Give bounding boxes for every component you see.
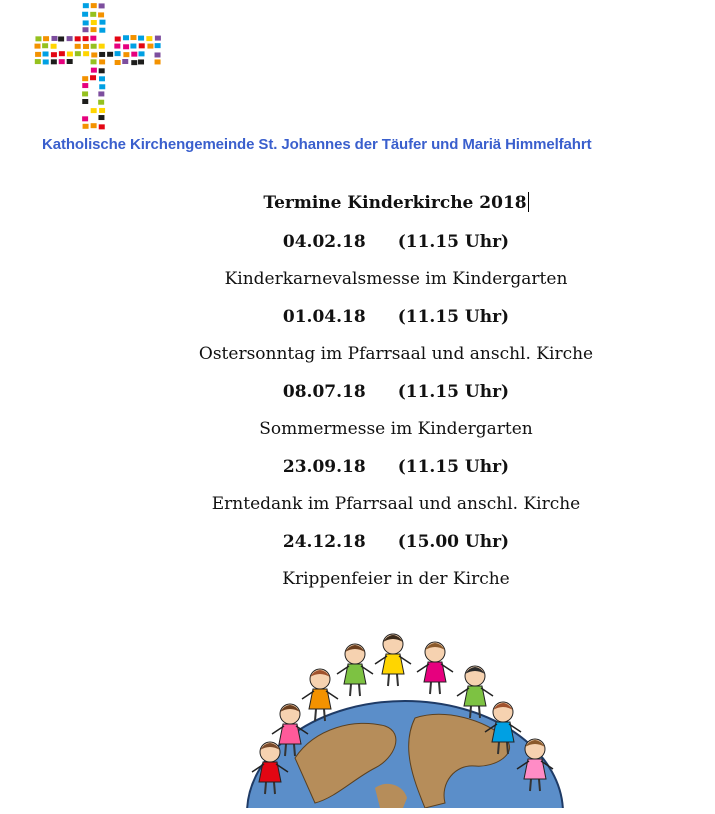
mosaic-tile <box>59 59 65 64</box>
mosaic-tile <box>130 44 136 49</box>
mosaic-tile <box>51 44 57 49</box>
mosaic-tile <box>42 43 48 48</box>
mosaic-tile <box>91 27 97 32</box>
mosaic-tile <box>99 84 105 89</box>
mosaic-tile <box>115 36 121 41</box>
event-date: 08.07.18 <box>282 382 366 402</box>
mosaic-tile <box>131 52 137 57</box>
mosaic-tile <box>123 44 129 49</box>
mosaic-tile <box>155 43 161 48</box>
mosaic-tile <box>122 59 128 64</box>
mosaic-tile <box>51 59 57 64</box>
mosaic-tile <box>155 52 161 57</box>
mosaic-tile <box>91 52 97 57</box>
mosaic-tile <box>83 3 89 8</box>
event-date: 04.02.18 <box>282 232 366 252</box>
text-cursor <box>528 192 529 212</box>
event-time: (15.00 Uhr) <box>397 532 510 552</box>
mosaic-tile <box>91 123 97 128</box>
mosaic-tile <box>51 52 57 57</box>
mosaic-tile <box>82 27 88 32</box>
mosaic-tile <box>90 12 96 17</box>
mosaic-tile <box>35 59 41 64</box>
event-date-line <box>130 374 662 410</box>
mosaic-tile <box>35 52 41 57</box>
mosaic-tile <box>43 36 49 41</box>
parish-name: Katholische Kirchengemeinde St. Johannes der Täufer und Mariä Himmelfahrt <box>42 136 592 153</box>
mosaic-tile <box>131 60 137 65</box>
mosaic-tile <box>90 36 96 41</box>
mosaic-tile <box>99 59 105 64</box>
mosaic-tile <box>99 124 105 129</box>
mosaic-tile <box>67 52 73 57</box>
event-time: (11.15 Uhr) <box>397 307 510 327</box>
schedule-document <box>130 188 662 599</box>
mosaic-tile <box>59 51 65 56</box>
mosaic-tile <box>91 3 97 8</box>
event-date-line <box>130 524 662 560</box>
mosaic-tile <box>138 36 144 41</box>
mosaic-tile <box>67 59 73 64</box>
mosaic-tile <box>83 51 89 56</box>
mosaic-tile <box>138 59 144 64</box>
mosaic-tile <box>91 59 97 64</box>
mosaic-tile <box>83 44 89 49</box>
mosaic-tile <box>146 36 152 41</box>
mosaic-tile <box>107 52 113 57</box>
mosaic-tile <box>91 20 97 25</box>
event-date: 24.12.18 <box>282 532 366 552</box>
mosaic-tile <box>75 36 81 41</box>
mosaic-tile <box>114 44 120 49</box>
mosaic-tile <box>90 75 96 80</box>
mosaic-tile <box>98 100 104 105</box>
event-description: Kinderkarnevalsmesse im Kindergarten <box>224 269 568 289</box>
mosaic-tile <box>139 51 145 56</box>
event-date: 01.04.18 <box>282 307 366 327</box>
mosaic-tile <box>99 44 105 49</box>
event-date-line <box>130 299 662 335</box>
mosaic-tile <box>82 76 88 81</box>
mosaic-tile <box>99 108 105 113</box>
mosaic-tile <box>58 36 64 41</box>
mosaic-tile <box>82 116 88 121</box>
event-entry <box>130 224 662 299</box>
event-time: (11.15 Uhr) <box>397 232 510 252</box>
mosaic-tile <box>155 36 161 41</box>
mosaic-tile <box>83 36 89 41</box>
event-description: Krippenfeier in der Kirche <box>282 569 510 589</box>
event-date-line <box>130 224 662 260</box>
mosaic-tile <box>139 43 145 48</box>
mosaic-tile <box>91 44 97 49</box>
event-entry <box>130 524 662 599</box>
mosaic-tile <box>155 59 161 64</box>
mosaic-tile <box>99 68 105 73</box>
mosaic-tile <box>91 108 97 113</box>
mosaic-tile <box>35 36 41 41</box>
children-around-globe-illustration <box>235 608 575 808</box>
mosaic-tile <box>98 12 104 17</box>
child-figure <box>417 642 453 694</box>
mosaic-tile <box>99 76 105 81</box>
event-entry <box>130 374 662 449</box>
mosaic-tile <box>43 59 49 64</box>
mosaic-cross-logo <box>33 2 161 134</box>
mosaic-tile <box>115 51 121 56</box>
event-time: (11.15 Uhr) <box>397 457 510 477</box>
mosaic-tile <box>98 115 104 120</box>
mosaic-tile <box>83 124 89 129</box>
mosaic-tile <box>83 20 89 25</box>
mosaic-tile <box>123 35 129 40</box>
mosaic-tile <box>99 3 105 8</box>
event-entry <box>130 449 662 524</box>
mosaic-tile <box>99 20 105 25</box>
mosaic-tile <box>75 44 81 49</box>
mosaic-tile <box>147 44 153 49</box>
mosaic-tile <box>99 52 105 57</box>
mosaic-tile <box>82 12 88 17</box>
document-title: Termine Kinderkirche 2018 <box>263 193 527 213</box>
mosaic-tile <box>67 36 73 41</box>
mosaic-tile <box>123 52 129 57</box>
event-description: Ostersonntag im Pfarrsaal und anschl. Kirche <box>198 344 594 364</box>
event-time: (11.15 Uhr) <box>397 382 510 402</box>
mosaic-tile <box>130 35 136 40</box>
mosaic-tile <box>98 91 104 96</box>
event-date: 23.09.18 <box>282 457 366 477</box>
child-figure <box>337 644 373 696</box>
mosaic-tile <box>51 36 57 41</box>
mosaic-tile <box>35 44 41 49</box>
mosaic-tile <box>82 91 88 96</box>
mosaic-tile <box>82 83 88 88</box>
mosaic-tile <box>75 51 81 56</box>
mosaic-tile <box>43 51 49 56</box>
event-description: Erntedank im Pfarrsaal und anschl. Kirche <box>211 494 581 514</box>
child-figure <box>375 634 411 686</box>
mosaic-tile <box>99 28 105 33</box>
event-date-line <box>130 449 662 485</box>
event-entry <box>130 299 662 374</box>
mosaic-tile <box>91 68 97 73</box>
event-description: Sommermesse im Kindergarten <box>259 419 533 439</box>
mosaic-tile <box>82 99 88 104</box>
mosaic-tile <box>115 60 121 65</box>
